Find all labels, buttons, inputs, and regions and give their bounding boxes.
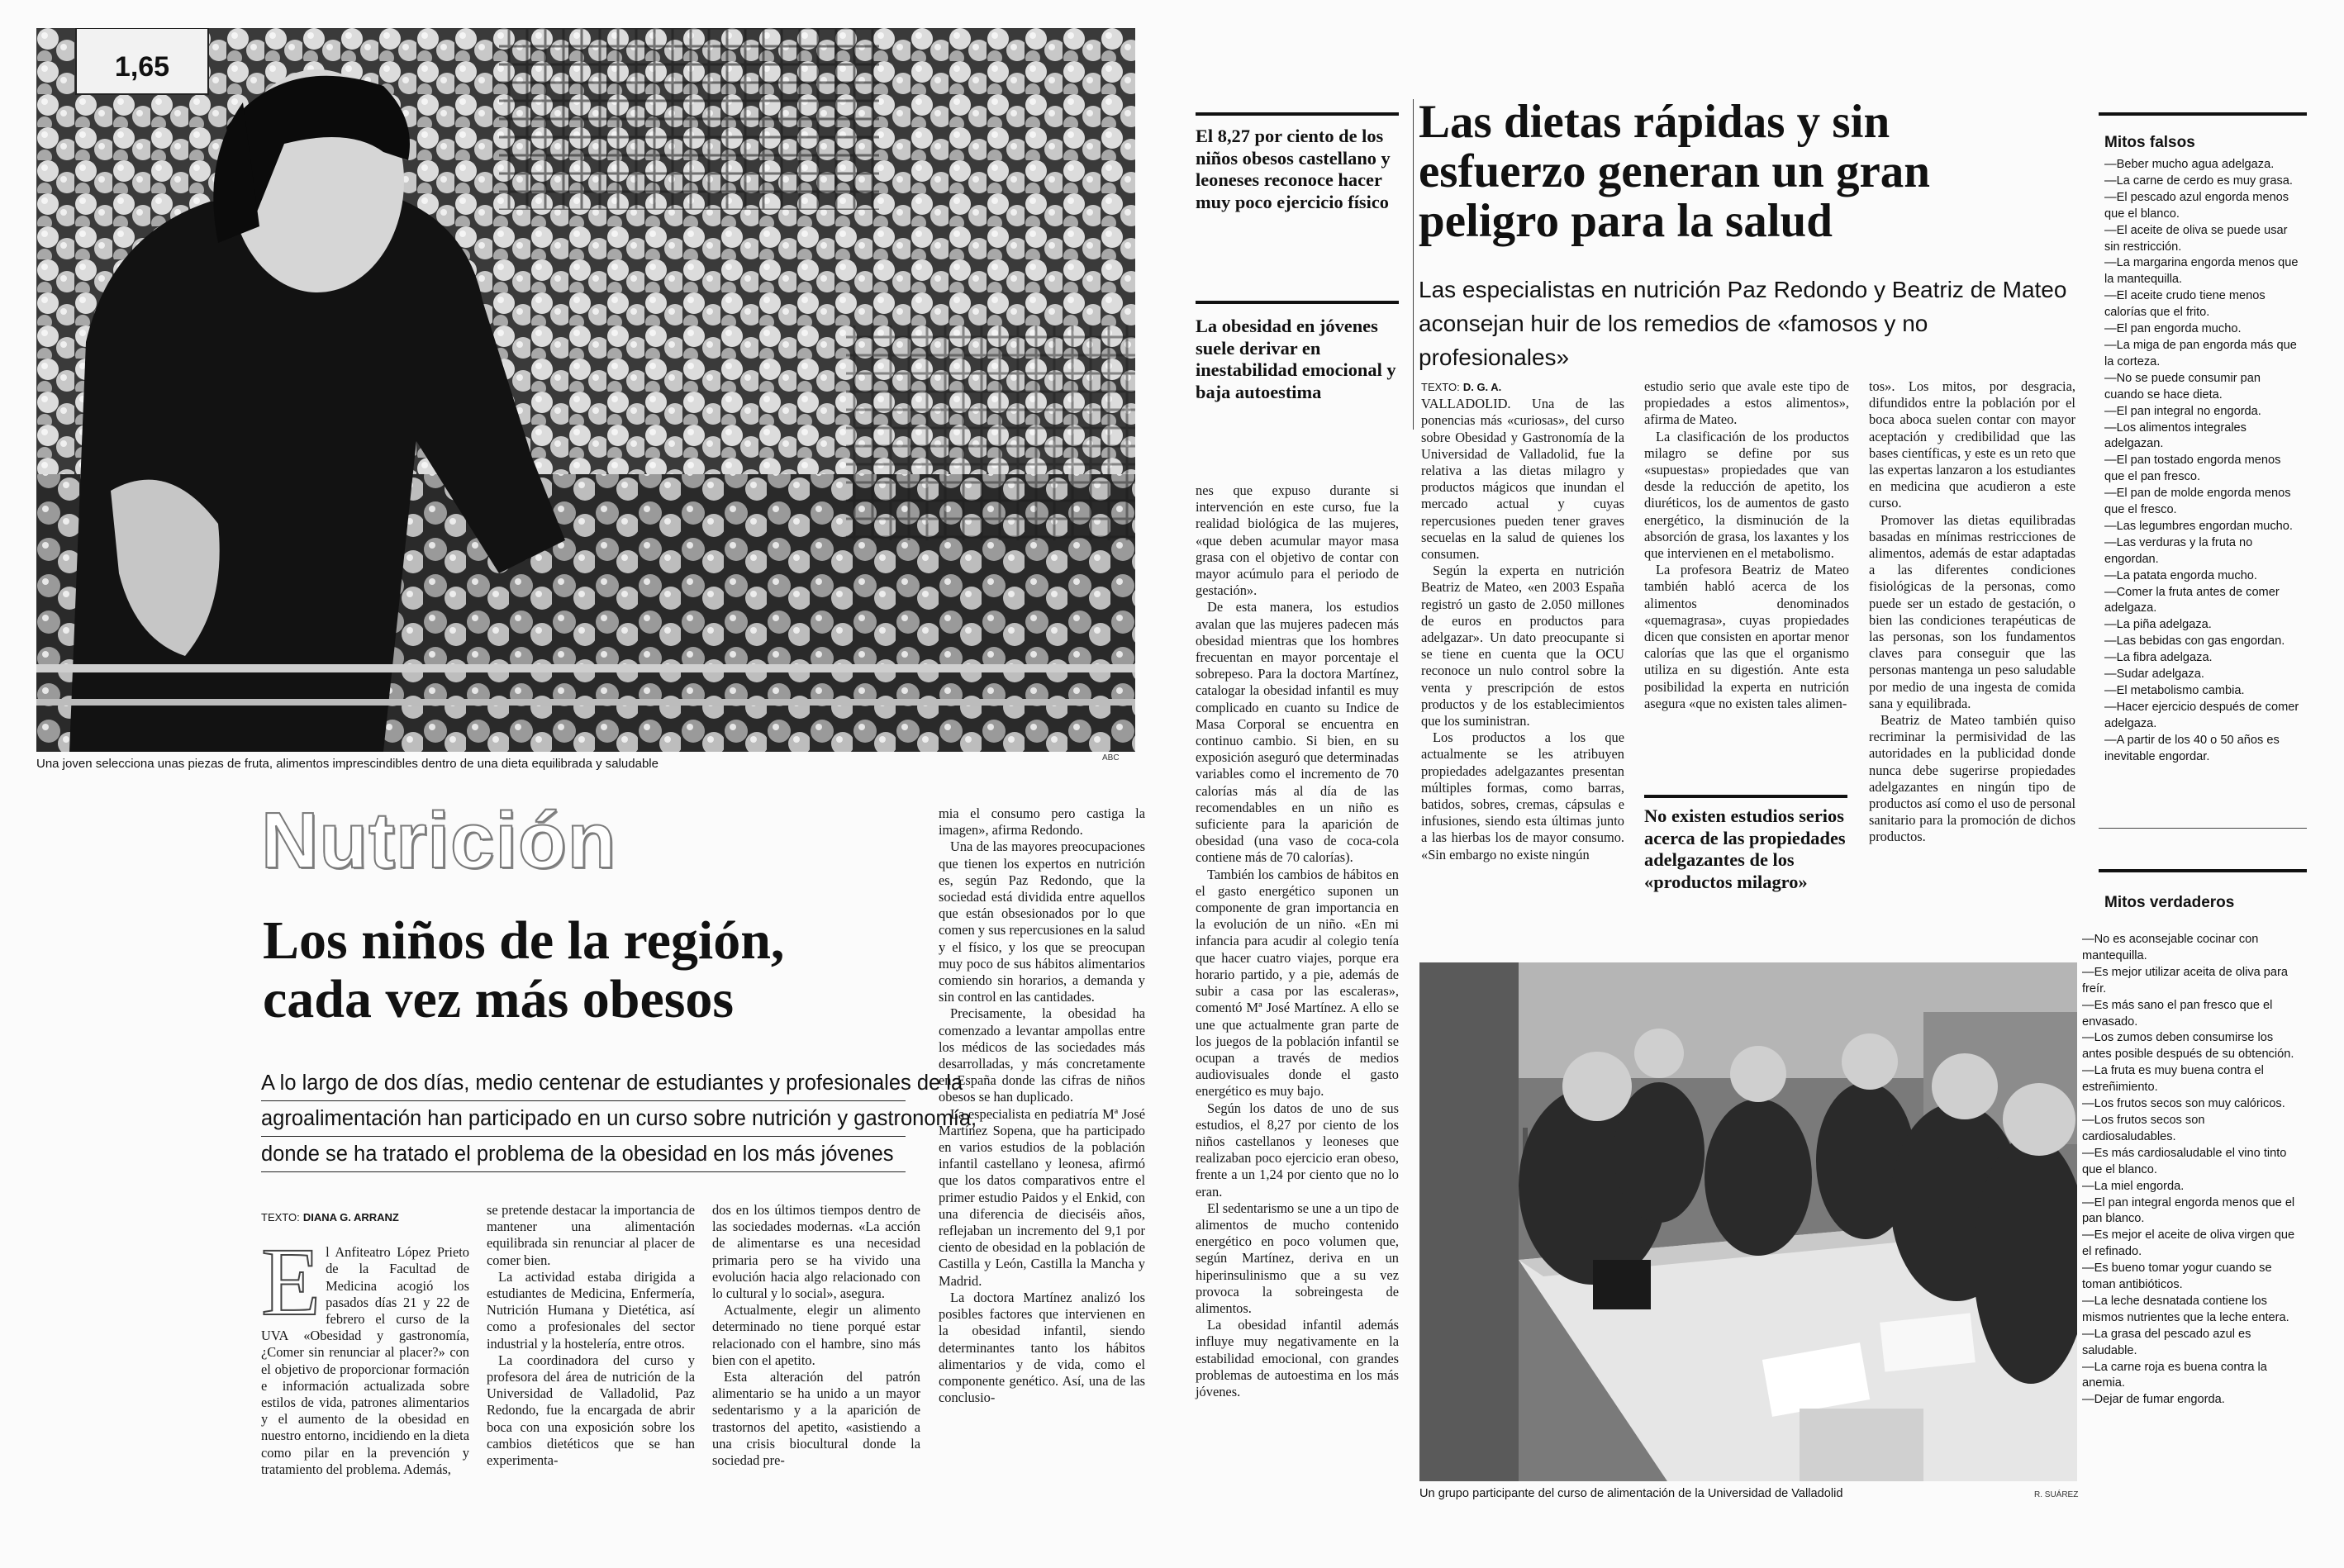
right-colA-p5: El sedentarismo se une a un tipo de alimentos de mucho contenido energético en poco volumen que, según Martínez, deriva en un hiperinsulinismo que a su vez provoca la sobreingesta de alimentos. <box>1196 1200 1399 1316</box>
right-colD-p1: tos». Los mitos, por desgracia, difundidos entre la población por el boca aboca suelen contar con mayor aceptación y credibilidad que las bases científicas, y este es un reto que las expertas lanzaron a los estudiantes en medicina que acudieron a este curso. <box>1869 378 2075 511</box>
left-col2-p1: se pretende destacar la importancia de mantener una alimentación equilibrada sin renunciar al placer de comer bien. <box>487 1202 695 1268</box>
myths-false-list <box>2104 157 2303 766</box>
pull-quote-3-rule <box>1644 795 1847 798</box>
right-colC-p2: La clasificación de los productos milagro se define por sus «supuestas» propiedades que van desde la reducción de apetito, los diuréticos, los de aumentos de gasto energético, la disminución de la absorción de grasa, los laxantes y los que intervienen en el metabolismo. <box>1644 428 1849 562</box>
classroom-photo-caption: Un grupo participante del curso de alimentación de la Universidad de Valladolid <box>1419 1487 1843 1500</box>
myths-false-rule <box>2099 112 2307 116</box>
myth-item: —La grasa del pescado azul es saludable. <box>2082 1327 2251 1357</box>
standfirst-line3: donde se ha tratado el problema de la obesidad en los más jóvenes <box>261 1137 906 1172</box>
pull-quote-2: La obesidad en jóvenes suele derivar en inestabilidad emocional y baja autoestima <box>1196 316 1396 402</box>
right-column-divider <box>1413 99 1414 430</box>
right-colA-p6: La obesidad infantil además influye muy negativamente en la estabilidad emocional, con grandes problemas de autoestima en los más jóvenes. <box>1196 1317 1399 1399</box>
right-headline <box>1419 97 1930 246</box>
myth-item: —Las bebidas con gas engordan. <box>2104 634 2285 649</box>
left-col4-p2: Una de las mayores preocupaciones que tienen los expertos en nutrición es, según Paz Redondo, que la sociedad está dividida entre aquellos que están obsesionados por lo que comen y sus repercusiones en la salud y el físico, y los que se preocupan muy poco de sus hábitos alimentarios comiendo sin horarios, a demanda y sin control en las cantidades. <box>939 839 1145 1005</box>
left-byline-label: TEXTO: <box>261 1211 300 1224</box>
right-headline-line3: peligro para la salud <box>1419 195 1833 247</box>
myth-item: —Es bueno tomar yogur cuando se toman antibióticos. <box>2082 1262 2272 1292</box>
myth-item: —El pan integral engorda menos que el pan blanco. <box>2082 1195 2295 1226</box>
left-headline-line1: Los niños de la región, <box>263 910 785 971</box>
myths-true-list <box>2082 932 2297 1409</box>
left-col4-p5: La doctora Martínez analizó los posibles factores que intervienen en la obesidad infantil, siendo determinantes tanto los hábitos alimentarios y de vida, como el componente genético. Así, una de las conclusio- <box>939 1289 1145 1406</box>
right-colC-p3: La profesora Beatriz de Mateo también habló acerca de los alimentos denominados «quemagrasa», cuyas propiedades dicen que consisten en aportar menor calorías que las que el organismo utiliza en su digestión. Ante esta posibilidad la experta en nutrición asegura «que no existen tales alimen- <box>1644 562 1849 711</box>
standfirst-line2: agroalimentación han participado en un curso sobre nutrición y gastronomía, <box>261 1101 906 1137</box>
myth-item: —Las verduras y la fruta no engordan. <box>2104 535 2253 566</box>
myth-item: —La fruta es muy buena contra el estreñimiento. <box>2082 1064 2264 1095</box>
right-colA-p1: nes que expuso durante si intervención en este curso, fue la realidad biológica de las mujeres, «que deben acumular mayor masa grasa con el objetivo de contar con mayor acúmulo para el periodo de gestación». <box>1196 482 1399 599</box>
right-colC-p1: estudio serio que avale este tipo de propiedades a estos alimentos», afirma de Mateo. <box>1644 378 1849 428</box>
pull-quote-3: No existen estudios serios acerca de las propiedades adelgazantes de los «productos milagro» <box>1644 805 1846 892</box>
myth-item: —Los frutos secos son cardiosaludables. <box>2082 1113 2205 1143</box>
myth-item: —Es más sano el pan fresco que el envasado. <box>2082 998 2273 1029</box>
myth-item: —Comer la fruta antes de comer adelgaza. <box>2104 585 2280 615</box>
right-colD-p3: Beatriz de Mateo también quiso recriminar la permisividad de las autoridades en la publicidad donde nunca debe sugerirse propiedades adelgazantes en ningún tipo de productos así como el uso de personal sanitario para la promoción de dichos productos. <box>1869 712 2075 845</box>
myth-item: —El aceite de oliva se puede usar sin restricción. <box>2104 223 2288 254</box>
myth-item: —La fibra adelgaza. <box>2104 651 2213 665</box>
myth-item: —La carne roja es buena contra la anemia. <box>2082 1360 2267 1390</box>
pull-quote-2-rule <box>1196 301 1399 304</box>
myth-item: —No se puede consumir pan cuando se hace dieta. <box>2104 371 2261 402</box>
right-article-colB <box>1421 378 1624 863</box>
myth-item: —Las legumbres engordan mucho. <box>2104 519 2293 533</box>
pull-quote-1-rule <box>1196 112 1399 116</box>
myth-item: —Los zumos deben consumirse los antes posible después de su obtención. <box>2082 1031 2294 1062</box>
right-headline-line1: Las dietas rápidas y sin <box>1419 96 1890 148</box>
left-col2-p3: La coordinadora del curso y profesora del área de nutrición de la Universidad de Valladolid, Paz Redondo, fue la encargada de abrir boca con una exposición sobre los cambios dietéticos que se han experimenta- <box>487 1352 695 1469</box>
fruit-photo-credit: ABC <box>1102 753 1120 763</box>
right-colB-p2: Según la experta en nutrición Beatriz de Mateo, «en 2003 España registró un gasto de 2.050 millones de euros en productos para adelgazar». Un dato preocupante si se tiene en cuenta que la OCU reconoce un nulo control sobre la venta y prescripción de estos productos y de los establecimientos que los suministran. <box>1421 563 1624 729</box>
myth-item: —Beber mucho agua adelgaza. <box>2104 158 2275 171</box>
myth-item: —La miga de pan engorda más que la corteza. <box>2104 338 2297 368</box>
left-col4-p1: mia el consumo pero castiga la imagen», afirma Redondo. <box>939 805 1145 839</box>
myth-item: —La piña adelgaza. <box>2104 618 2212 632</box>
right-colB-p1: VALLADOLID. Una de las ponencias más «curiosas», del curso sobre Obesidad y Gastronomía de la Universidad de Valladolid, fue la relativa a las dietas milagro y productos mágicos que inundan el mercado actual y cuyas repercusiones pueden tener graves secuelas en la salud de quienes los consumen. <box>1421 396 1624 563</box>
myths-true-title: Mitos verdaderos <box>2104 894 2235 911</box>
right-article-colD <box>1869 378 2075 846</box>
right-colA-p3: También los cambios de hábitos en el gasto energético suponen un componente de gran importancia en la evolución de un niño. «En mi infancia para acudir al colegio tenía que hacer cuatro viajes, porque era horario partido, y a pie, además de subir a casa por las escaleras», comentó Mª José Martínez. A ello se une que actualmente gran parte de los juegos de la población infantil se ocupan a través de medios audiovisuales donde el gasto energético es muy bajo. <box>1196 866 1399 1100</box>
myth-item: —El pescado azul engorda menos que el blanco. <box>2104 190 2289 221</box>
left-col2-p2: La actividad estaba dirigida a estudiantes de Medicina, Enfermería, Nutrición Humana y Dietética, así como a profesionales del sector industrial y la hostelería, entre otros. <box>487 1268 695 1352</box>
myth-item: —El pan engorda mucho. <box>2104 322 2242 336</box>
myth-item: —El pan de molde engorda menos que el fresco. <box>2104 487 2291 517</box>
fruit-photo-caption: Una joven selecciona unas piezas de fruta, alimentos imprescindibles dentro de una dieta equilibrada y saludable <box>36 757 659 771</box>
myth-item: —Los frutos secos son muy calóricos. <box>2082 1097 2285 1111</box>
left-standfirst <box>261 1066 977 1172</box>
myth-item: —Es mejor utilizar aceita de oliva para freír. <box>2082 965 2289 995</box>
right-headline-line2: esfuerzo generan un gran <box>1419 145 1931 197</box>
section-title: Nutrición <box>261 796 617 885</box>
myth-item: —La carne de cerdo es muy grasa. <box>2104 173 2293 188</box>
myth-item: —El aceite crudo tiene menos calorías que el frito. <box>2104 289 2266 320</box>
myth-item: —Hacer ejercicio después de comer adelgaza. <box>2104 700 2299 730</box>
classroom-photo-credit: R. SUÁREZ <box>2034 1490 2079 1499</box>
myth-item: —El metabolismo cambia. <box>2104 684 2245 697</box>
left-article-col3 <box>712 1202 920 1469</box>
price-sign-value: 1,65 <box>114 51 170 83</box>
right-article-colC <box>1644 378 1849 712</box>
left-col3-p2: Actualmente, elegir un alimento determinado no tiene porqué estar relacionado con el hambre, sino más bien con el apetito. <box>712 1302 920 1368</box>
classroom-photo <box>1419 962 2077 1481</box>
right-subhead-line1: Las especialistas en nutrición Paz Redondo y Beatriz de Mateo <box>1419 277 2067 302</box>
dropcap: E <box>261 1228 321 1337</box>
left-headline-line2: cada vez más obesos <box>263 969 735 1030</box>
left-article-col1 <box>261 1209 469 1478</box>
left-byline-name: DIANA G. ARRANZ <box>302 1211 399 1224</box>
myth-item: —No es aconsejable cocinar con mantequilla. <box>2082 933 2259 962</box>
myth-item: —A partir de los 40 o 50 años es inevitable engordar. <box>2104 733 2280 763</box>
myth-item: —Sudar adelgaza. <box>2104 668 2204 682</box>
right-subhead <box>1419 273 2080 374</box>
myths-false-title: Mitos falsos <box>2104 134 2195 151</box>
myths-false-bottom-rule <box>2099 828 2307 829</box>
left-headline <box>263 911 784 1029</box>
myth-item: —La miel engorda. <box>2082 1179 2185 1193</box>
left-col3-p3: Esta alteración del patrón alimentario se ha unido a un mayor sedentarismo y a la aparición de trastornos del apetito, «asistiendo a una crisis biocultural donde la sociedad pre- <box>712 1369 920 1469</box>
standfirst-line1: A lo largo de dos días, medio centenar de estudiantes y profesionales de la <box>261 1066 906 1101</box>
myth-item: —La leche desnatada contiene los mismos nutrientes que la leche entera. <box>2082 1294 2289 1324</box>
left-col4-p4: La especialista en pediatría Mª José Martínez Sopena, que ha participado en varios estudios de la población infantil castellano y leonesa, afirmó que los datos comparativos entre el primer estudio Paidos y el Enkid, con una diferencia de dieciséis años, reflejaban un incremento del 9,1 por ciento de obesidad en la población de Castilla y León, Castilla la Mancha y Madrid. <box>939 1105 1145 1289</box>
fruit-market-illustration <box>36 28 1135 752</box>
myth-item: —Dejar de fumar engorda. <box>2082 1393 2225 1407</box>
fruit-market-photo <box>36 28 1135 752</box>
right-article-colA <box>1196 482 1399 1400</box>
right-colD-p2: Promover las dietas equilibradas basadas en mínimas restricciones de alimentos, además de estar adaptadas a las diferentes condiciones fisiológicas de la personas, como puede ser un estado de gestación, o bien las condiciones terapéuticas de las personas, son los fundamentos claves para conseguir que las personas mantenga un peso saludable por medio de una ingesta de comida sana y equilibrada. <box>1869 511 2075 711</box>
myth-item: —La patata engorda mucho. <box>2104 568 2257 582</box>
right-colB-p3: Los productos a los que actualmente se les atribuyen propiedades adelgazantes presentan múltiples formas, como barras, batidos, sobres, cremas, cápsulas e infusiones, siendo esta últimas junto a las hierbas los de mayor consumo. «Sin embargo no existe ningún <box>1421 729 1624 862</box>
myth-item: —El pan integral no engorda. <box>2104 404 2261 418</box>
left-article-col2 <box>487 1202 695 1469</box>
right-byline-name: D. G. A. <box>1462 381 1502 393</box>
classroom-illustration <box>1419 962 2077 1481</box>
myth-item: —La margarina engorda menos que la mantequilla. <box>2104 256 2299 287</box>
myth-item: —Los alimentos integrales adelgazan. <box>2104 421 2247 451</box>
right-colA-p2: De esta manera, los estudios avalan que las mujeres padecen más obesidad mientras que los hombres frecuentan en mayor porcentaje el sobrepeso. Para la doctora Martínez, catalogar la obesidad infantil es muy complicado en cuanto su Indice de Masa Corporal se encuentra en continuo cambio. Si bien, en su exposición aseguró que determinadas variables como el incremento de 70 calorías más al día de las recomendables en un niño es suficiente para la aparición de obesidad (una vaso de coca-cola contiene más de 70 calorías). <box>1196 599 1399 866</box>
left-col3-p1: dos en los últimos tiempos dentro de las sociedades modernas. «La acción de alimentarse es una necesidad primaria pero se ha vivido una evolución hacia algo relacionado con lo cultural y lo social», asegura. <box>712 1202 920 1302</box>
left-article-col4 <box>939 805 1145 1406</box>
right-subhead-line2: aconsejan huir de los remedios de «famosos y no profesionales» <box>1419 311 1928 370</box>
myth-item: —Es mejor el aceite de oliva virgen que el refinado. <box>2082 1228 2295 1259</box>
left-col4-p3: Precisamente, la obesidad ha comenzado a levantar ampollas entre los médicos de las sociedades más desarrolladas, y más concretamente en España donde las cifras de niños obesos se han duplicado. <box>939 1005 1145 1105</box>
myth-item: —El pan tostado engorda menos que el pan fresco. <box>2104 454 2281 484</box>
right-colA-p4: Según los datos de uno de sus estudios, el 8,27 por ciento de los niños castellanos y leoneses que realizaban poco ejercicio eran obeso, frente a un 1,24 por ciento que no lo eran. <box>1196 1100 1399 1200</box>
right-byline-label: TEXTO: <box>1421 381 1460 393</box>
left-col1-text: l Anfiteatro López Prieto de la Facultad de Medicina acogió los pasados días 21 y 22 de febrero el curso de la UVA «Obesidad y gastronomía, ¿Comer sin renunciar al placer?» con el objetivo de proporcionar formación e información actualizada sobre estilos de vida, patrones alimentarios y el aumento de la obesidad en nuestro entorno, incidiendo en la dieta como pilar en la prevención y tratamiento del problema. Además, <box>261 1244 469 1477</box>
myth-item: —Es más cardiosaludable el vino tinto que el blanco. <box>2082 1146 2287 1176</box>
pull-quote-1: El 8,27 por ciento de los niños obesos castellano y leoneses reconoce hacer muy poco ejercicio físico <box>1196 126 1391 212</box>
myths-true-rule <box>2099 869 2307 872</box>
